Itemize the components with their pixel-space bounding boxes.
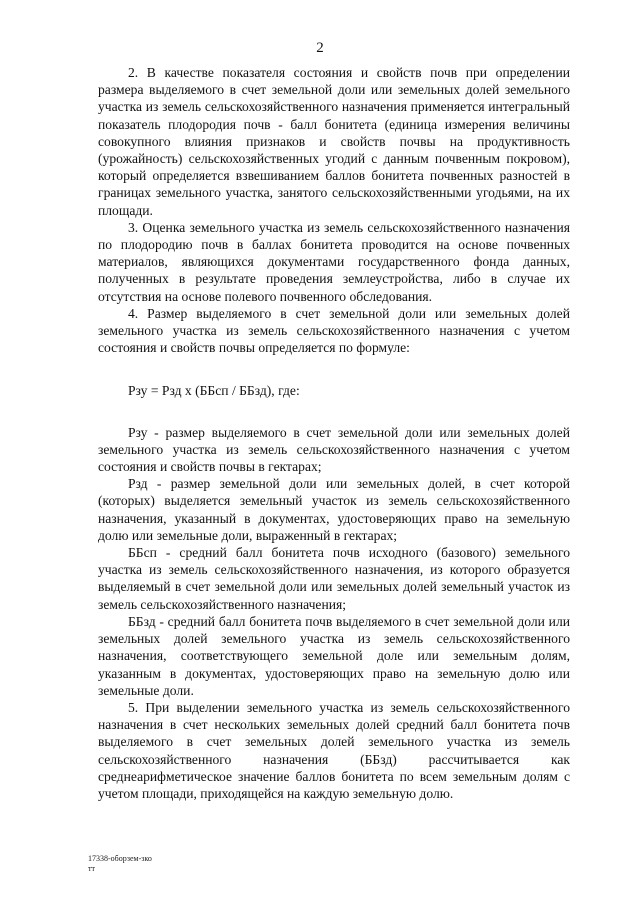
paragraph-2: 2. В качестве показателя состояния и свойств почв при определении размера выделяемого в счет земельной доли или земельных долей земельного участка из земель сельскохозяйственного назначения применяется интегральный показатель плодородия почв - балл бонитета (единица измерения величины совокупного влияния признаков и свойств почвы на продуктивность (урожайность) сельскохозяйственных угодий с данным почвенным покровом), который определяется взвешиванием баллов бонитета почвенных разностей в границах земельного участка, занятого сельскохозяйственными угодьями, на их площади. (98, 65, 570, 218)
definition-bbzd: ББзд - средний балл бонитета почв выделяемого в счет земельной доли или земельных долей земельного участка из земель сельскохозяйственного назначения, соответствующего земельной доле или земельным долям, указанным в документах, удостоверяющих право на земельную долю или земельные доли. (98, 613, 570, 698)
definition-bbsp: ББсп - средний балл бонитета почв исходного (базового) земельного участка из земель сельскохозяйственного назначения, из которого образуется выделяемый в счет земельной доли или земельных долей земельный участок из земель сельскохозяйственного назначения; (98, 545, 570, 612)
document-body (98, 64, 570, 802)
paragraph-3: 3. Оценка земельного участка из земель сельскохозяйственного назначения по плодородию почв в баллах бонитета проводится на основе почвенных материалов, являющихся документами государственного фонда данных, полученных в результате проведения землеустройства, либо в случае их отсутствия на основе полевого почвенного обследования. (98, 219, 570, 304)
footer-initials: тт (88, 864, 95, 873)
formula: Рзу = Рзд х (ББсп / ББзд), где: (128, 383, 300, 399)
paragraph-4: 4. Размер выделяемого в счет земельной доли или земельных долей земельного участка из земель сельскохозяйственного назначения с учетом состояния и свойств почвы определяется по формуле: (98, 305, 570, 356)
definition-rzu: Рзу - размер выделяемого в счет земельной доли или земельных долей земельного участка из земель сельскохозяйственного назначения с учетом состояния и свойств почвы в гектарах; (98, 424, 570, 475)
definition-rzd: Рзд - размер земельной доли или земельных долей, в счет которой (которых) выделяется земельный участок из земель сельскохозяйственного назначения, указанный в документах, удостоверяющих право на земельную долю или земельные доли, выраженный в гектарах; (98, 476, 570, 543)
paragraph-5: 5. При выделении земельного участка из земель сельскохозяйственного назначения в счет нескольких земельных долей средний балл бонитета почв выделяемого в счет земельных долей земельного участка из земель сельскохозяйственного назначения (ББзд) рассчитывается как среднеарифметическое значение баллов бонитета по всем земельным долям с учетом площади, приходящейся на каждую земельную долю. (98, 699, 570, 801)
page-number: 2 (316, 40, 324, 56)
footer-document-code: 17338-оборзем-зко (88, 854, 152, 863)
